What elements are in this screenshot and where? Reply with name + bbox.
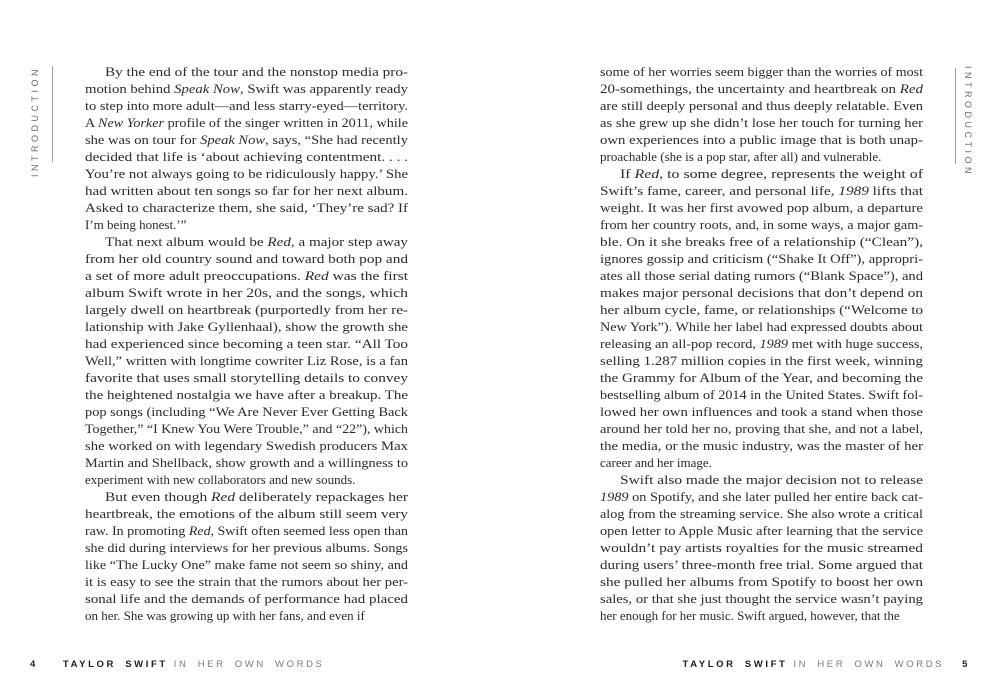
text-line-content: Well,” written with longtime cowriter Liz Rose, is a fan — [85, 353, 408, 368]
text-line-content: during users’ three-month free trial. Some argued that — [600, 557, 923, 572]
text-line-content: largely dwell on heartbreak (purportedly from her re- — [85, 302, 408, 317]
text-line-content: it is easy to see the strain that the rumors about her per- — [85, 574, 408, 589]
text-line-content: I’m being honest.’” — [85, 217, 187, 232]
text-line — [85, 607, 408, 624]
text-line-content: open letter to Apple Music after learning that the service — [600, 523, 923, 538]
text-line-content: But even though Red deliberately repackages her — [105, 489, 408, 504]
text-line — [85, 216, 408, 233]
text-line — [600, 352, 923, 369]
text-line — [85, 165, 408, 182]
text-line-content: 1989 on Spotify, and she later pulled her entire back cat- — [600, 489, 923, 504]
text-line-content: as she grew up she didn’t lose her touch for turning her — [600, 115, 923, 130]
text-line — [85, 488, 408, 505]
text-line — [85, 63, 408, 80]
text-line — [600, 97, 923, 114]
text-line-content: New York”). While her label had expressed doubts about — [600, 319, 923, 334]
text-line — [600, 505, 923, 522]
text-line-content: some of her worries seem bigger than the worries of most — [600, 64, 923, 79]
text-line-content: proachable (she is a pop star, after all) and vulnerable. — [600, 149, 882, 164]
text-line — [85, 250, 408, 267]
page-left-text-column — [85, 63, 408, 624]
text-line — [85, 335, 408, 352]
sidebar-label-left: INTRODUCTION — [30, 66, 40, 177]
text-line — [600, 454, 923, 471]
footer-book-title-rest-right: IN HER OWN WORDS — [793, 659, 945, 670]
text-line-content: she did during interviews for her previous albums. Songs — [85, 540, 408, 555]
text-line-content: her album cycle, fame, or relationships (“Welcome to — [600, 302, 923, 317]
text-line — [600, 233, 923, 250]
text-line — [85, 471, 408, 488]
text-line — [85, 301, 408, 318]
text-line-content: sales, or that she just thought the service wasn’t paying — [600, 591, 923, 606]
text-line — [600, 386, 923, 403]
footer-book-title-bold-right: TAYLOR SWIFT — [682, 659, 788, 670]
sidebar-rule-left — [52, 66, 53, 162]
footer-book-title-rest-left: IN HER OWN WORDS — [173, 659, 325, 670]
text-line — [85, 148, 408, 165]
sidebar-label-right: INTRODUCTION — [963, 66, 973, 177]
text-line-content: By the end of the tour and the nonstop media pro- — [105, 64, 408, 79]
text-line-content: 20-somethings, the uncertainty and heartbreak on Red — [600, 81, 923, 96]
text-line — [85, 80, 408, 97]
footer-left — [30, 659, 324, 671]
text-line — [600, 80, 923, 97]
sidebar-rule-right — [955, 68, 956, 164]
text-line — [85, 590, 408, 607]
text-line — [600, 607, 923, 624]
text-line — [600, 556, 923, 573]
text-line-content: That next album would be Red, a major step away — [105, 234, 408, 249]
text-line-content: the Grammy for Album of the Year, and becoming the — [600, 370, 923, 385]
text-line-content: alog from the streaming service. She also wrote a critical — [600, 506, 923, 521]
text-line — [85, 233, 408, 250]
text-line-content: Asked to characterize them, she said, ‘They’re sad? If — [85, 200, 408, 215]
text-line — [85, 386, 408, 403]
text-line — [600, 165, 923, 182]
text-line — [85, 556, 408, 573]
text-line — [600, 182, 923, 199]
text-line — [85, 369, 408, 386]
text-line-content: If Red, to some degree, represents the weight of — [620, 166, 923, 181]
text-line — [600, 318, 923, 335]
text-line — [85, 539, 408, 556]
text-line — [85, 131, 408, 148]
text-line — [85, 352, 408, 369]
text-line-content: she worked on with legendary Swedish producers Max — [85, 438, 408, 453]
text-line-content: Martin and Shellback, show growth and a willingness to — [85, 455, 408, 470]
text-line-content: she pulled her albums from Spotify to boost her own — [600, 574, 923, 589]
text-line-content: had experienced since becoming a teen star. “All Too — [85, 336, 408, 351]
text-line-content: decided that life is ‘about achieving contentment. . . . — [85, 149, 408, 164]
text-line-content: selling 1.287 million copies in the first week, winning — [600, 353, 923, 368]
text-line-content: own experiences into a public image that is both unap- — [600, 132, 923, 147]
text-line — [600, 114, 923, 131]
text-line — [85, 420, 408, 437]
text-line — [600, 131, 923, 148]
text-line — [85, 97, 408, 114]
text-line-content: career and her image. — [600, 455, 712, 470]
text-line-content: A New Yorker profile of the singer written in 2011, while — [85, 115, 408, 130]
text-line — [600, 63, 923, 80]
text-line — [85, 573, 408, 590]
text-line-content: ble. On it she breaks free of a relationship (“Clean”), — [600, 234, 923, 249]
text-line-content: she was on tour for Speak Now, says, “She had recently — [85, 132, 408, 147]
text-line — [600, 471, 923, 488]
text-line — [600, 301, 923, 318]
text-line-content: the media, or the music industry, was the master of her — [600, 438, 923, 453]
text-line-content: raw. In promoting Red, Swift often seemed less open than — [85, 523, 408, 538]
text-line-content: ates all those serial dating rumors (“Blank Space”), and — [600, 268, 923, 283]
text-line — [600, 284, 923, 301]
text-line-content: bestselling album of 2014 in the United States. Swift fol- — [600, 387, 923, 402]
text-line-content: to step into more adult—and less starry-eyed—territory. — [85, 98, 408, 113]
text-line — [600, 199, 923, 216]
text-line — [600, 522, 923, 539]
text-line-content: weight. It was her first avowed pop album, a departure — [600, 200, 923, 215]
text-line-content: from her old country sound and toward both pop and — [85, 251, 408, 266]
text-line-content: Swift also made the major decision not to release — [620, 472, 923, 487]
text-line-content: like “The Lucky One” make fame not seem so shiny, and — [85, 557, 408, 572]
text-line-content: motion behind Speak Now, Swift was apparently ready — [85, 81, 408, 96]
text-line-content: from her country roots, and, in some ways, a major gam- — [600, 217, 923, 232]
text-line-content: the heightened nostalgia we have after a breakup. The — [85, 387, 408, 402]
text-line-content: wouldn’t pay artists royalties for the music streamed — [600, 540, 923, 555]
text-line — [600, 488, 923, 505]
text-line — [85, 522, 408, 539]
text-line — [600, 437, 923, 454]
text-line-content: had written about ten songs so far for her next album. — [85, 183, 408, 198]
text-line-content: ignores gossip and criticism (“Shake It Off”), appropri- — [600, 251, 923, 266]
text-line — [600, 148, 923, 165]
text-line — [600, 335, 923, 352]
text-line — [600, 420, 923, 437]
text-line-content: a set of more adult preoccupations. Red was the first — [85, 268, 408, 283]
text-line — [85, 505, 408, 522]
text-line-content: are still deeply personal and thus deeply relatable. Even — [600, 98, 923, 113]
text-line-content: on her. She was growing up with her fans, and even if — [85, 608, 365, 623]
text-line — [600, 250, 923, 267]
text-line — [600, 216, 923, 233]
text-line-content: experiment with new collaborators and new sounds. — [85, 472, 356, 487]
text-line-content: makes major personal decisions that don’t depend on — [600, 285, 923, 300]
text-line — [85, 437, 408, 454]
text-line — [85, 454, 408, 471]
text-line — [85, 182, 408, 199]
text-line-content: lowed her own influences and took a stand when those — [600, 404, 923, 419]
text-line-content: her enough for her music. Swift argued, however, that the — [600, 608, 900, 623]
text-line — [600, 403, 923, 420]
text-line-content: Together,” “I Knew You Were Trouble,” and “22”), which — [85, 421, 408, 436]
text-line — [85, 403, 408, 420]
text-line — [600, 590, 923, 607]
text-line-content: pop songs (including “We Are Never Ever Getting Back — [85, 404, 408, 419]
text-line — [600, 539, 923, 556]
text-line-content: favorite that uses small storytelling details to convey — [85, 370, 408, 385]
text-line — [85, 114, 408, 131]
text-line-content: releasing an all-pop record, 1989 met with huge success, — [600, 336, 923, 351]
text-line — [85, 267, 408, 284]
text-line-content: album Swift wrote in her 20s, and the songs, which — [85, 285, 408, 300]
page-right-text-column — [600, 63, 923, 624]
footer-right — [683, 659, 970, 671]
text-line-content: lationship with Jake Gyllenhaal), show the growth she — [85, 319, 408, 334]
footer-book-title-bold-left: TAYLOR SWIFT — [62, 659, 168, 670]
text-line — [600, 573, 923, 590]
page-number-right: 5 — [962, 659, 970, 670]
text-line-content: sonal life and the demands of performance had placed — [85, 591, 408, 606]
text-line — [85, 318, 408, 335]
text-line — [85, 284, 408, 301]
text-line — [600, 369, 923, 386]
text-line — [85, 199, 408, 216]
text-line-content: Swift’s fame, career, and personal life, 1989 lifts that — [600, 183, 923, 198]
text-line — [600, 267, 923, 284]
page-number-left: 4 — [30, 659, 38, 670]
text-line-content: You’re not always going to be ridiculously happy.’ She — [85, 166, 408, 181]
text-line-content: around her told her no, proving that she, and not a label, — [600, 421, 923, 436]
text-line-content: heartbreak, the emotions of the album still seem very — [85, 506, 408, 521]
